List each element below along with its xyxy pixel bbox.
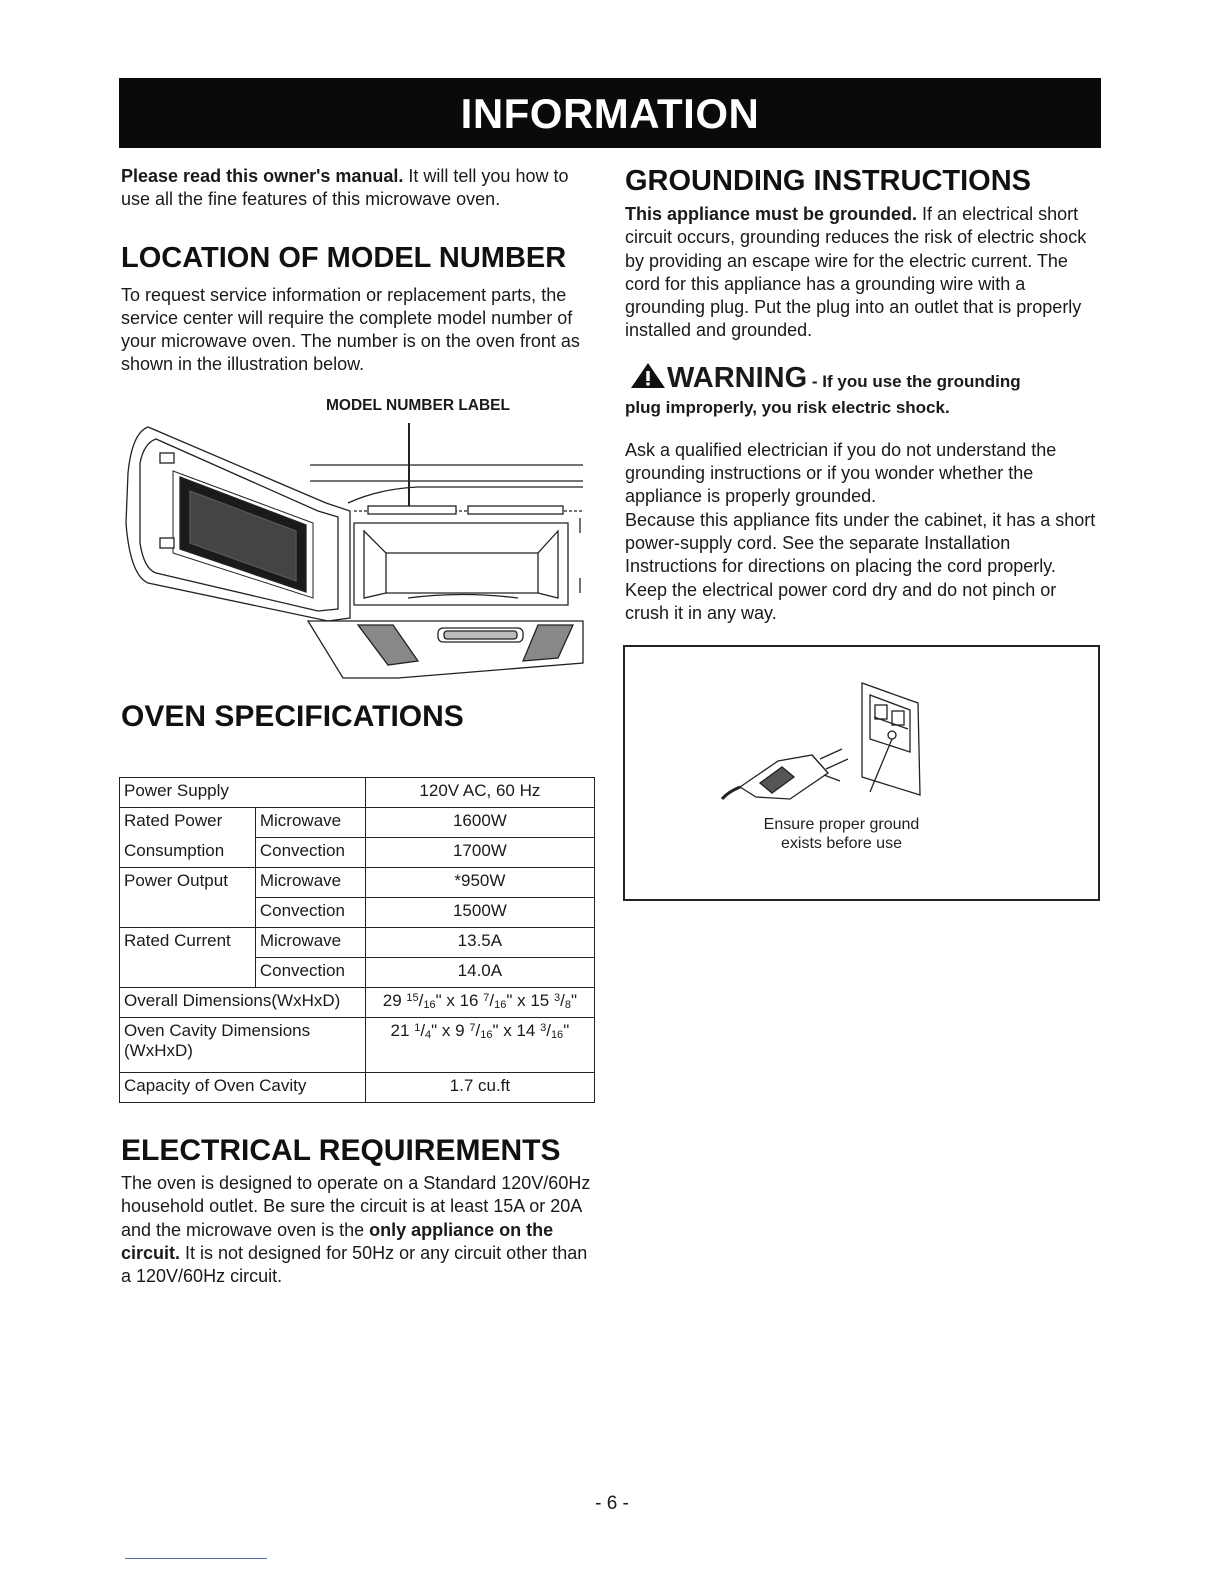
cord-paragraph: Because this appliance fits under the cabinet, it has a short power-supply cord. See the separate Installation Instructions for directions on placing the cord properly. Keep the electrical power cord dry and do not pinch or crush it in any way. <box>625 509 1096 623</box>
electrical-text: The oven is designed to operate on a Standard 120V/60Hz household outlet. Be sure the circuit is at least 15A or 20A and the microwave oven is the only appliance on the circuit. It is not designed for 50Hz or any circuit other than a 120V/60Hz circuit. <box>121 1173 591 1287</box>
spec-label: Power Output <box>120 868 256 898</box>
spec-value: 1.7 cu.ft <box>365 1073 594 1103</box>
intro-text: It will tell you how to use all the fine features of this microwave oven. <box>121 166 569 210</box>
grounding-text: This appliance must be grounded. If an electrical short circuit occurs, grounding reduces the risk of electric shock by providing an escape wire for the electric current. The cord for this appliance has a grounding wire with a grounding plug. Put the plug into an outlet that is properly installed and grounded. <box>625 204 1087 341</box>
specifications-heading: OVEN SPECIFICATIONS <box>121 700 464 733</box>
warning-rest: - If you use the grounding <box>807 371 1021 391</box>
spec-label-empty <box>120 958 256 988</box>
location-heading: LOCATION OF MODEL NUMBER <box>121 241 567 274</box>
spec-sublabel: Microwave <box>255 928 365 958</box>
specifications-table <box>119 777 595 1103</box>
table-row <box>120 808 595 838</box>
spec-label: Rated Current <box>120 928 256 958</box>
footer-rule <box>125 1558 267 1559</box>
table-row <box>120 778 595 808</box>
intro-bold: Please read this owner's manual. <box>121 166 404 186</box>
spec-sublabel: Microwave <box>255 808 365 838</box>
warning-block <box>625 361 1097 421</box>
figure-caption-line2: exists before use <box>781 835 902 852</box>
table-row <box>120 838 595 868</box>
spec-value: 1700W <box>365 838 594 868</box>
spec-sublabel: Convection <box>255 958 365 988</box>
spec-value: 120V AC, 60 Hz <box>365 778 594 808</box>
electrical-heading: ELECTRICAL REQUIREMENTS <box>121 1134 561 1167</box>
spec-label: Capacity of Oven Cavity <box>120 1073 366 1103</box>
spec-value: 29 $^{15}/_{16}$" x 16 $^7/_{16}$" x 15 $^3/_8$" <box>365 988 594 1018</box>
left-column <box>121 165 596 377</box>
microwave-illustration <box>118 393 588 688</box>
table-row <box>120 988 595 1018</box>
spec-label-empty <box>120 898 256 928</box>
warning-line2: plug improperly, you risk electric shock. <box>625 397 950 417</box>
location-text: To request service information or replacement parts, the service center will require the complete model number of your microwave oven. The number is on the oven front as shown in the illustration below. <box>121 284 580 375</box>
right-column <box>625 165 1097 625</box>
spec-value: 1600W <box>365 808 594 838</box>
warning-word: WARNING <box>667 361 808 394</box>
page-banner: INFORMATION <box>119 78 1101 148</box>
grounding-figure-box <box>623 645 1100 901</box>
table-row <box>120 958 595 988</box>
grounding-heading: GROUNDING INSTRUCTIONS <box>625 165 1031 197</box>
figure-caption-line1: Ensure proper ground <box>763 816 920 833</box>
spec-sublabel: Convection <box>255 898 365 928</box>
spec-label: Oven Cavity Dimensions (WxHxD) <box>120 1018 366 1073</box>
spec-label: Overall Dimensions(WxHxD) <box>120 988 366 1018</box>
table-row <box>120 928 595 958</box>
warning-triangle-icon <box>629 361 667 389</box>
spec-label: Consumption <box>120 838 256 868</box>
spec-label: Rated Power <box>120 808 256 838</box>
spec-value: 1500W <box>365 898 594 928</box>
model-number-label: MODEL NUMBER LABEL <box>326 397 510 414</box>
spec-sublabel: Microwave <box>255 868 365 898</box>
spec-value: *950W <box>365 868 594 898</box>
table-row <box>120 898 595 928</box>
electrician-paragraph: Ask a qualified electrician if you do not understand the grounding instructions or if you wonder whether the appliance is properly grounded. <box>625 439 1057 507</box>
table-row <box>120 1073 595 1103</box>
spec-label: Power Supply <box>120 778 366 808</box>
spec-value: 21 $^1/_4$" x 9 $^7/_{16}$" x 14 $^3/_{16}$" <box>365 1018 594 1073</box>
intro-paragraph <box>121 165 596 212</box>
table-row <box>120 1018 595 1073</box>
grounding-plug-icon <box>720 677 930 807</box>
spec-sublabel: Convection <box>255 838 365 868</box>
table-row <box>120 868 595 898</box>
spec-value: 14.0A <box>365 958 594 988</box>
page-number: - 6 - <box>595 1493 629 1514</box>
spec-value: 13.5A <box>365 928 594 958</box>
